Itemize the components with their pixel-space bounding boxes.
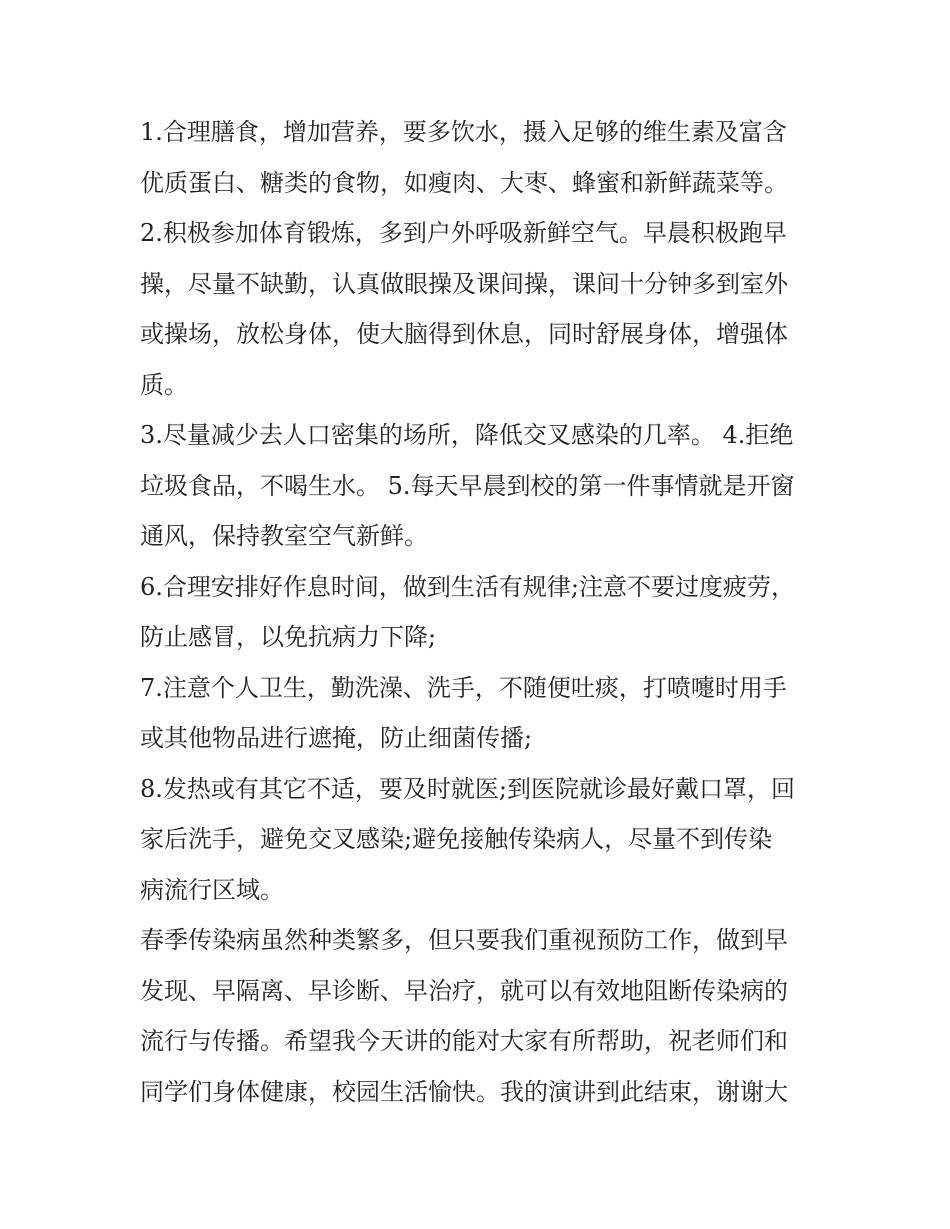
text-line: 质。 <box>140 370 188 399</box>
text-line: 同学们身体健康，校园生活愉快。我的演讲到此结束，谢谢大 <box>140 1077 788 1106</box>
text-line: 2.积极参加体育锻炼，多到户外呼吸新鲜空气。早晨积极跑早 <box>140 219 787 247</box>
text-line: 发现、早隔离、早诊断、早治疗，就可以有效地阻断传染病的 <box>140 976 788 1005</box>
text-line: 防止感冒，以免抗病力下降; <box>140 623 437 651</box>
text-line: 垃圾食品，不喝生水。 5.每天早晨到校的第一件事情就是开窗 <box>140 471 795 500</box>
text-line: 6.合理安排好作息时间，做到生活有规律;注意不要过度疲劳， <box>140 572 795 601</box>
text-line: 7.注意个人卫生，勤洗澡、洗手，不随便吐痰，打喷嚏时用手 <box>140 673 787 702</box>
text-line: 3.尽量减少去人口密集的场所，降低交叉感染的几率。 4.拒绝 <box>140 421 794 449</box>
text-line: 或其他物品进行遮掩，防止细菌传播; <box>140 724 533 752</box>
text-line: 春季传染病虽然种类繁多，但只要我们重视预防工作，做到早 <box>140 926 788 954</box>
text-line: 家后洗手，避免交叉感染;避免接触传染病人，尽量不到传染 <box>140 825 773 853</box>
text-line: 8.发热或有其它不适，要及时就医;到医院就诊最好戴口罩，回 <box>140 774 795 803</box>
text-line: 1.合理膳食，增加营养，要多饮水，摄入足够的维生素及富含 <box>140 118 787 146</box>
text-line: 病流行区域。 <box>140 875 284 904</box>
text-line: 操，尽量不缺勤，认真做眼操及课间操，课间十分钟多到室外 <box>140 269 788 298</box>
text-line: 流行与传播。希望我今天讲的能对大家有所帮助，祝老师们和 <box>140 1027 788 1055</box>
text-line: 或操场，放松身体，使大脑得到休息，同时舒展身体，增强体 <box>140 320 788 348</box>
text-line: 优质蛋白、糖类的食物，如瘦肉、大枣、蜂蜜和新鲜蔬菜等。 <box>140 168 788 197</box>
document-body <box>140 107 812 1117</box>
text-line: 通风，保持教室空气新鲜。 <box>140 522 428 550</box>
